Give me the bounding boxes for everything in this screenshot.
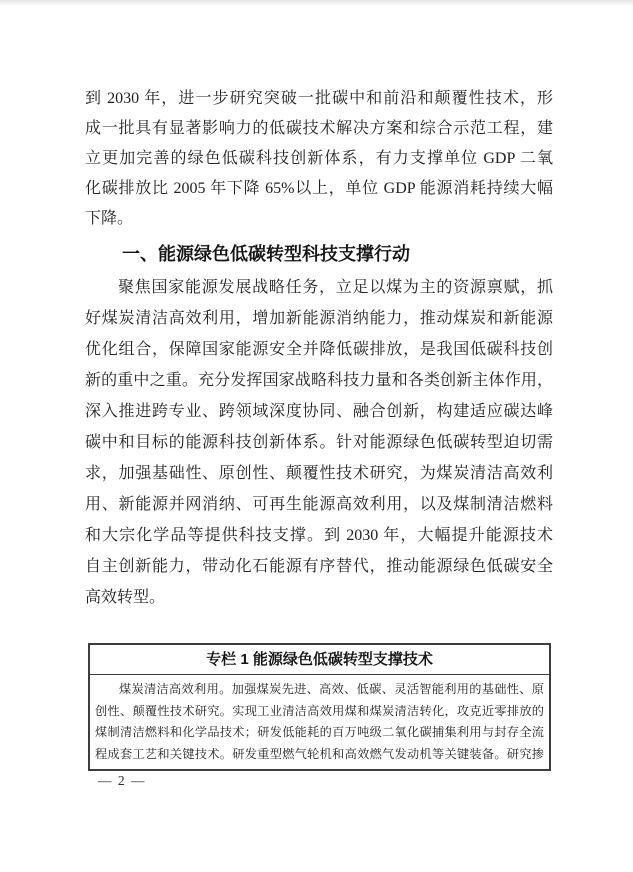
text-line: 和大宗化学品等提供科技支撑。到 2030 年，大幅提升能源技术: [85, 527, 553, 544]
text-line: 用、新能源并网消纳、可再生能源高效利用，以及煤制清洁燃料: [85, 496, 553, 513]
text-line: 深入推进跨专业、跨领域深度协同、融合创新，构建适应碳达峰: [85, 403, 553, 420]
text-line: 立更加完善的绿色低碳科技创新体系，有力支撑单位 GDP 二氧: [85, 150, 553, 167]
text-line: 自主创新能力，带动化石能源有序替代，推动能源绿色低碳安全: [85, 558, 553, 575]
text-line: 好煤炭清洁高效利用，增加新能源消纳能力，推动煤炭和新能源: [85, 310, 553, 327]
text-line: 化碳排放比 2005 年下降 65%以上，单位 GDP 能源消耗持续大幅: [85, 180, 553, 197]
intro-paragraph: [85, 84, 553, 234]
text-line: 高效转型。: [85, 589, 166, 606]
section-1-heading: 一、能源绿色低碳转型科技支撑行动: [122, 244, 410, 264]
text-line: 创性、颠覆性技术研究。实现工业清洁高效用煤和煤炭清洁转化，攻克近零排放的: [95, 703, 544, 718]
text-line: 聚焦国家能源发展战略任务，立足以煤为主的资源禀赋，抓: [118, 279, 553, 296]
text-line: 成一批具有显著影响力的低碳技术解决方案和综合示范工程，建: [85, 120, 553, 137]
text-line: 煤制清洁燃料和化学品技术；研发低能耗的百万吨级二氧化碳捕集利用与封存全流: [95, 725, 544, 739]
text-line: 新的重中之重。充分发挥国家战略科技力量和各类创新主体作用，: [85, 372, 553, 389]
column-box-title: 专栏 1 能源绿色低碳转型支撑技术: [90, 645, 549, 675]
text-line: 程成套工艺和关键技术。研发重型燃气轮机和高效燃气发动机等关键装备。研究掺: [95, 746, 544, 761]
text-line: 煤炭清洁高效利用。加强煤炭先进、高效、低碳、灵活智能利用的基础性、原: [119, 682, 544, 696]
text-line: 碳中和目标的能源科技创新体系。针对能源绿色低碳转型迫切需: [85, 434, 553, 451]
text-line: 优化组合，保障国家能源安全并降低碳排放，是我国低碳科技创: [85, 341, 553, 358]
scan-edge-shading: [0, 0, 633, 6]
text-line: 下降。: [85, 210, 134, 227]
section-1-paragraph: [85, 272, 553, 613]
text-line: 到 2030 年，进一步研究突破一批碳中和前沿和颠覆性技术，形: [85, 90, 553, 107]
page-number: — 2 —: [98, 773, 146, 788]
column-box-1: [88, 643, 551, 771]
column-box-body: [90, 675, 549, 769]
text-line: 求，加强基础性、原创性、颠覆性技术研究，为煤炭清洁高效利: [85, 465, 553, 482]
